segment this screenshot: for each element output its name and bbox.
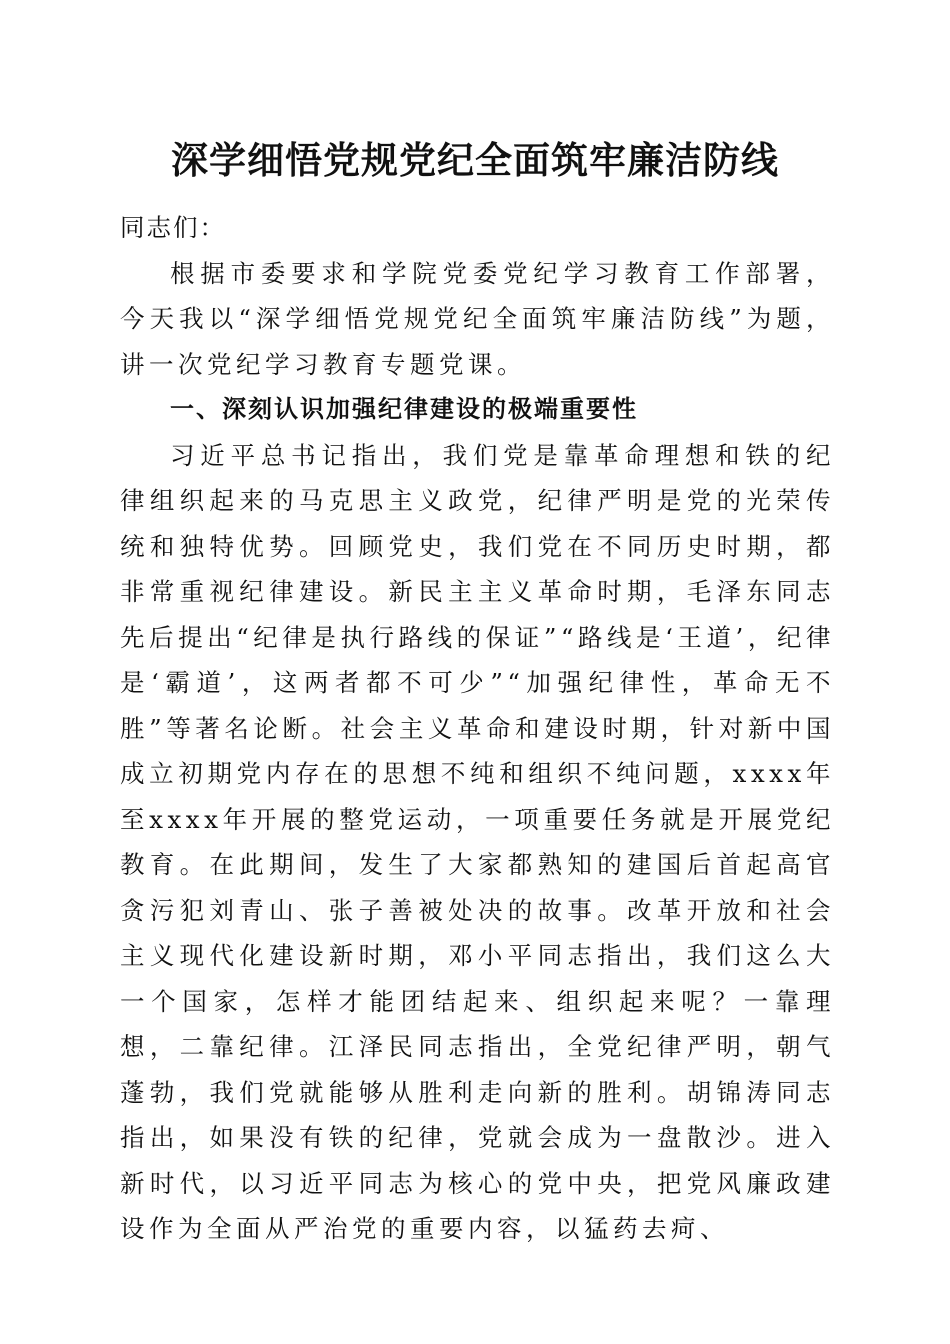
- document-body: [120, 205, 835, 1252]
- document-title: 深学细悟党规党纪全面筑牢廉洁防线: [171, 138, 779, 182]
- section-paragraph: 习近平总书记指出，我们党是靠革命理想和铁的纪律组织起来的马克思主义政党，纪律严明是党的光荣传统和独特优势。回顾党史，我们党在不同历史时期，都非常重视纪律建设。新民主主义革命时期，毛泽东同志先后提出“纪律是执行路线的保证”“路线是‘王道’，纪律是‘霸道’，这两者都不可少”“加强纪律性，革命无不胜”等著名论断。社会主义革命和建设时期，针对新中国成立初期党内存在的思想不纯和组织不纯问题，xxxx年至xxxx年开展的整党运动，一项重要任务就是开展党纪教育。在此期间，发生了大家都熟知的建国后首起高官贪污犯刘青山、张子善被处决的故事。改革开放和社会主义现代化建设新时期，邓小平同志指出，我们这么大一个国家，怎样才能团结起来、组织起来呢？一靠理想，二靠纪律。江泽民同志指出，全党纪律严明，朝气蓬勃，我们党就能够从胜利走向新的胜利。胡锦涛同志指出，如果没有铁的纪律，党就会成为一盘散沙。进入新时代，以习近平同志为核心的党中央，把党风廉政建设作为全面从严治党的重要内容，以猛药去疴、: [120, 440, 835, 1243]
- section-heading: 一、深刻认识加强纪律建设的极端重要性: [170, 395, 638, 423]
- salutation: 同志们：: [120, 213, 226, 242]
- intro-paragraph: 根据市委要求和学院党委党纪学习教育工作部署，今天我以“深学细悟党规党纪全面筑牢廉洁防线”为题，讲一次党纪学习教育专题党课。: [120, 258, 835, 379]
